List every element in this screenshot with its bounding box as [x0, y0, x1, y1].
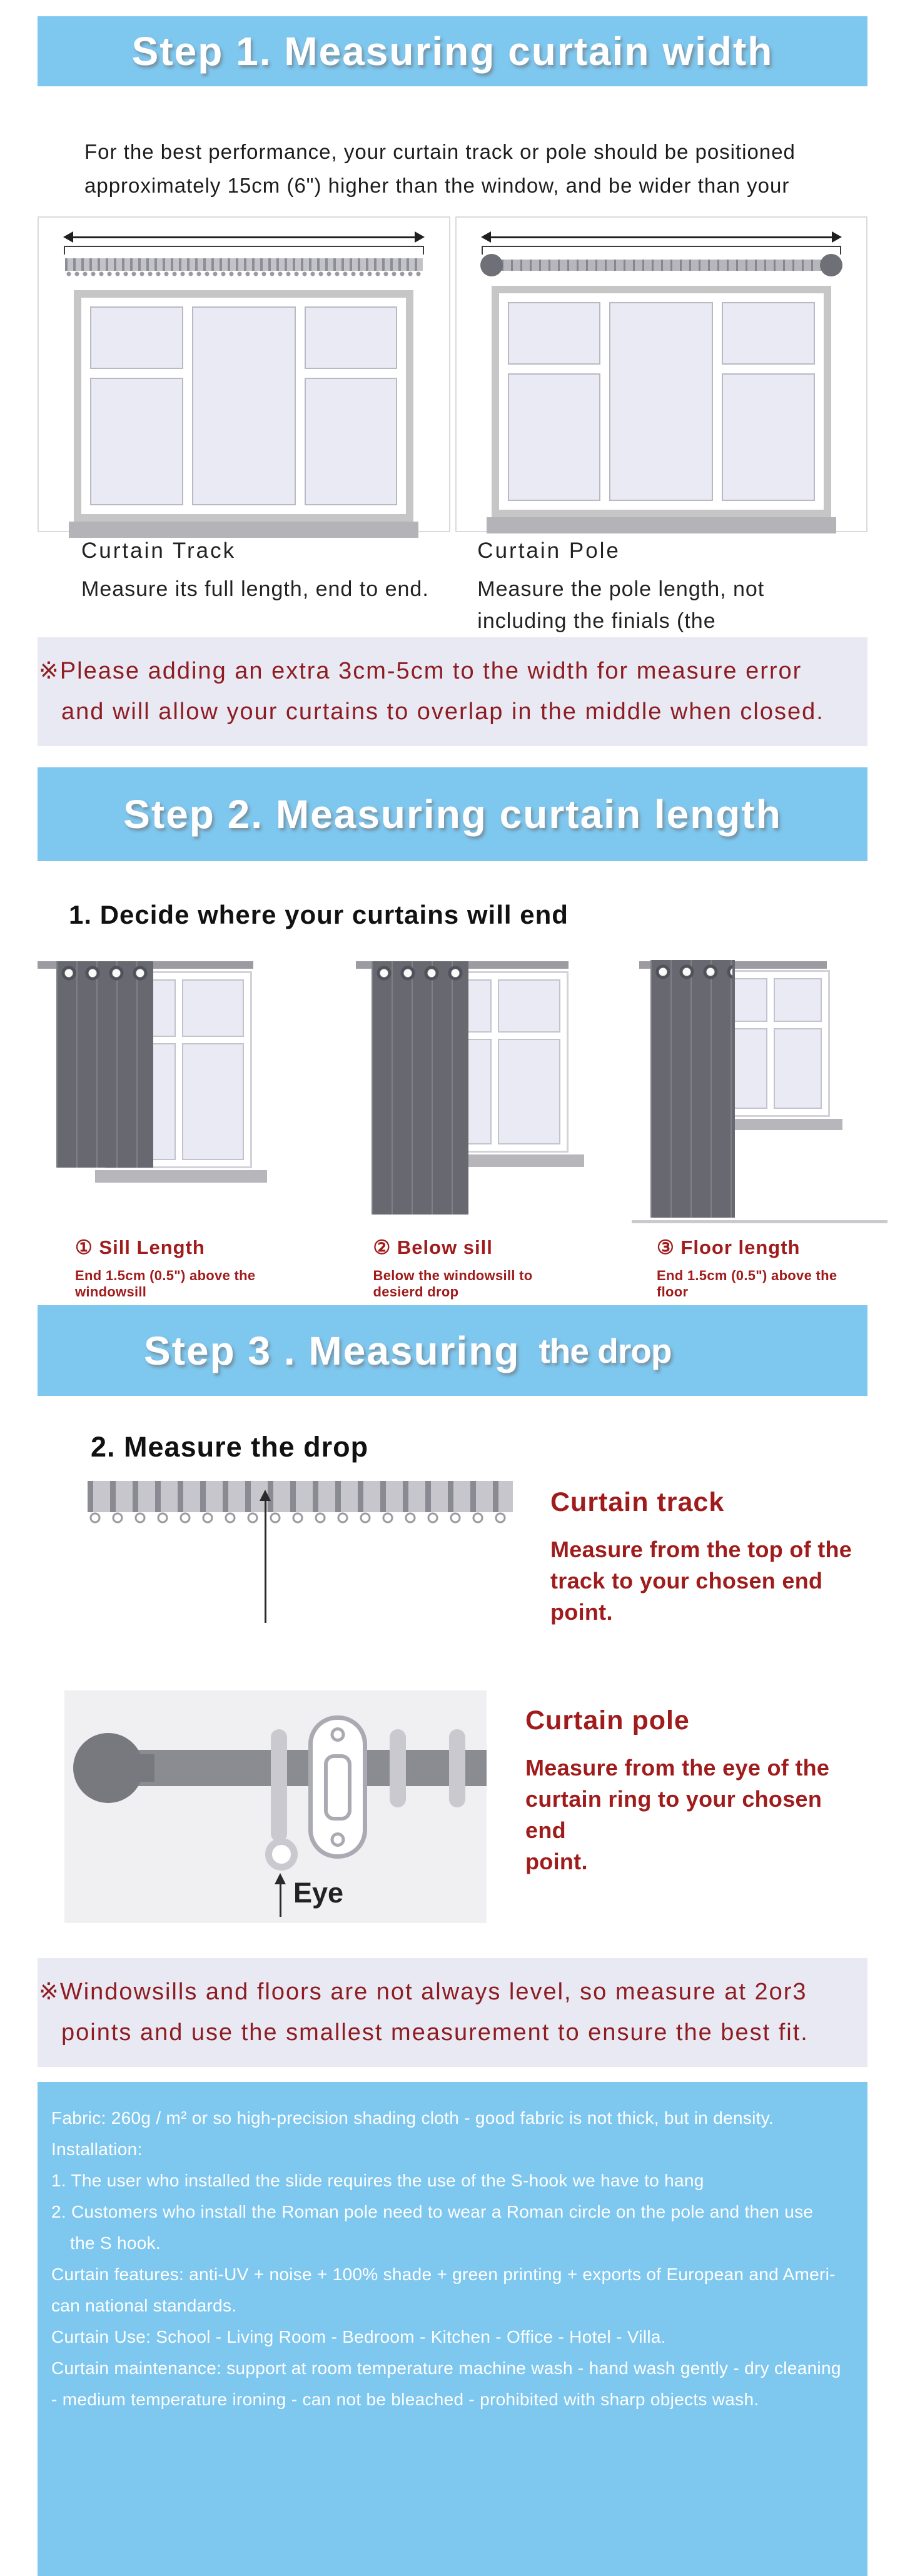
floor-line: [632, 1220, 887, 1223]
curtain-pole-title: Curtain Pole: [477, 538, 620, 563]
step2-banner-title: Step 2. Measuring curtain length: [123, 792, 782, 837]
details-line: - medium temperature ironing - can not be bleached - prohibited with sharp objects wash.: [51, 2390, 759, 2409]
option-sill-length: [38, 951, 300, 1300]
option-desc: End 1.5cm (0.5") above the floor: [657, 1268, 837, 1300]
curtain-pole-desc-1: Measure the pole length, not: [477, 577, 765, 601]
details-line: 2. Customers who install the Roman pole need to wear a Roman circle on the pole and then use: [51, 2202, 814, 2221]
pole-bracket-graphic: [308, 1715, 367, 1859]
details-line: 1. The user who installed the slide requires the use of the S-hook we have to hang: [51, 2171, 704, 2190]
curtain-pole-caption: [477, 538, 867, 637]
details-line: the S hook.: [70, 2233, 161, 2253]
pole-drop-desc-2: curtain ring to your chosen end: [525, 1786, 822, 1843]
step3-banner: [38, 1305, 867, 1396]
step1-intro: [38, 135, 867, 203]
window-pane: [192, 306, 296, 505]
window-pane: [722, 373, 814, 501]
below-sill-graphic: [356, 951, 584, 1226]
window-frame: [492, 286, 831, 517]
pole-drop-row: [38, 1690, 867, 1923]
windowsill: [487, 517, 836, 533]
window-frame: [74, 290, 413, 522]
window-pane: [90, 306, 183, 369]
curtain-track-caption: [38, 538, 477, 637]
pole-drop-desc-1: Measure from the eye of the: [525, 1755, 830, 1780]
curtain-ring-graphic: [271, 1729, 287, 1842]
up-arrow-icon: [280, 1878, 281, 1917]
width-note-box: [38, 637, 867, 746]
floor-length-graphic: [639, 951, 867, 1226]
window-pane: [90, 378, 183, 505]
window-pane: [182, 1043, 245, 1160]
curtain-panel: [56, 961, 153, 1168]
measuring-illustrations-row: [38, 216, 867, 532]
width-note-line-1: ※Please adding an extra 3cm-5cm to the width for measure error: [39, 658, 802, 684]
sill-length-graphic: [38, 951, 300, 1226]
details-line: can national standards.: [51, 2296, 237, 2315]
step3-banner-title: Step 3 . Measuring: [144, 1328, 520, 1373]
option-below-sill: [356, 951, 584, 1300]
curtain-length-options-row: [38, 951, 867, 1300]
option-label: ① Sill Length: [75, 1236, 205, 1258]
pole-drop-caption: [525, 1690, 867, 1923]
curtain-track-desc: Measure its full length, end to end.: [81, 577, 429, 601]
track-hooks-graphic: [65, 271, 423, 279]
option-desc: Below the windowsill to desierd drop: [373, 1268, 533, 1300]
step1-banner: [38, 16, 867, 86]
up-arrow-icon: [265, 1495, 266, 1623]
width-note-line-2: and will allow your curtains to overlap in the middle when closed.: [61, 699, 824, 725]
finial-icon: [480, 254, 503, 276]
curtain-track-title: Curtain Track: [81, 538, 236, 563]
finial-icon: [73, 1733, 143, 1803]
ring-eye-icon: [265, 1838, 298, 1871]
curtain-panel: [372, 961, 468, 1215]
track-hooks-graphic: [88, 1512, 513, 1527]
pole-drop-title: Curtain pole: [525, 1705, 690, 1735]
measure-bracket: [482, 246, 842, 255]
track-drop-desc-2: track to your chosen end point.: [550, 1568, 823, 1625]
width-arrow-icon: [68, 236, 420, 238]
level-note-box: [38, 1958, 867, 2067]
finial-icon: [820, 254, 842, 276]
track-drop-caption: [550, 1481, 867, 1625]
curtain-track-diagram: [38, 216, 450, 532]
step1-banner-title: Step 1. Measuring curtain width: [131, 29, 774, 74]
bracket-slot: [324, 1754, 351, 1821]
window-pane: [609, 302, 713, 501]
intro-line-1: For the best performance, your curtain track or pole should be positioned: [84, 140, 796, 163]
window-sash: [499, 293, 824, 510]
option-floor-length: [639, 951, 867, 1300]
window-pane: [722, 302, 814, 365]
intro-line-2: approximately 15cm (6") higher than the window, and be wider than your: [84, 174, 790, 197]
windowsill: [69, 522, 418, 538]
curtain-track-graphic: [88, 1481, 513, 1512]
curtain-panel: [650, 960, 735, 1218]
window-pane: [498, 1039, 560, 1144]
details-line: Curtain features: anti-UV + noise + 100% shade + green printing + exports of European and Ameri-: [51, 2265, 836, 2284]
details-line: Fabric: 260g / m² or so high-precision shading cloth - good fabric is not thick, but in density.: [51, 2108, 774, 2128]
window-pane: [305, 378, 397, 505]
step3-heading: 2. Measure the drop: [91, 1431, 369, 1463]
measure-bracket: [64, 246, 424, 255]
option-label: ③ Floor length: [657, 1236, 801, 1258]
track-drop-graphic: [88, 1481, 513, 1606]
diagram-captions-row: [38, 538, 867, 637]
eye-label: Eye: [293, 1877, 344, 1909]
width-arrow-icon: [485, 236, 838, 238]
level-note-line-2: points and use the smallest measurement to ensure the best fit.: [61, 2019, 809, 2046]
window-pane: [774, 1028, 822, 1109]
option-label: ② Below sill: [373, 1236, 493, 1258]
curtain-pole-diagram: [455, 216, 868, 532]
step2-banner: [38, 767, 867, 861]
pole-drop-graphic: [64, 1690, 487, 1923]
curtain-pole-graphic: [502, 260, 822, 271]
details-line: Curtain maintenance: support at room temperature machine wash - hand wash gently - dry cleaning: [51, 2358, 841, 2378]
details-line: Installation:: [51, 2139, 143, 2159]
track-drop-row: [38, 1481, 867, 1625]
window-graphic: [74, 290, 413, 538]
step2-heading: 1. Decide where your curtains will end: [69, 900, 569, 929]
track-drop-desc-1: Measure from the top of the: [550, 1537, 852, 1562]
curtain-ring-graphic: [390, 1729, 406, 1807]
details-line: Curtain Use: School - Living Room - Bedroom - Kitchen - Office - Hotel - Villa.: [51, 2327, 666, 2346]
window-pane: [305, 306, 397, 369]
curtain-track-graphic: [65, 258, 423, 271]
window-pane: [498, 979, 560, 1033]
option-desc: End 1.5cm (0.5") above the windowsill: [75, 1268, 256, 1300]
window-pane: [508, 373, 600, 501]
window-graphic: [492, 286, 831, 533]
curtain-pole-desc-2: including the finials (the: [477, 609, 716, 633]
pole-drop-desc-3: point.: [525, 1849, 588, 1874]
product-details-box: [38, 2082, 867, 2576]
window-sash: [81, 298, 406, 514]
window-pane: [508, 302, 600, 365]
windowsill: [95, 1170, 267, 1183]
step3-banner-subtitle: the drop: [538, 1331, 672, 1370]
curtain-ring-graphic: [449, 1729, 465, 1807]
window-pane: [182, 979, 245, 1037]
window-pane: [774, 978, 822, 1022]
track-drop-title: Curtain track: [550, 1487, 725, 1517]
level-note-line-1: ※Windowsills and floors are not always level, so measure at 2or3: [39, 1979, 807, 2005]
